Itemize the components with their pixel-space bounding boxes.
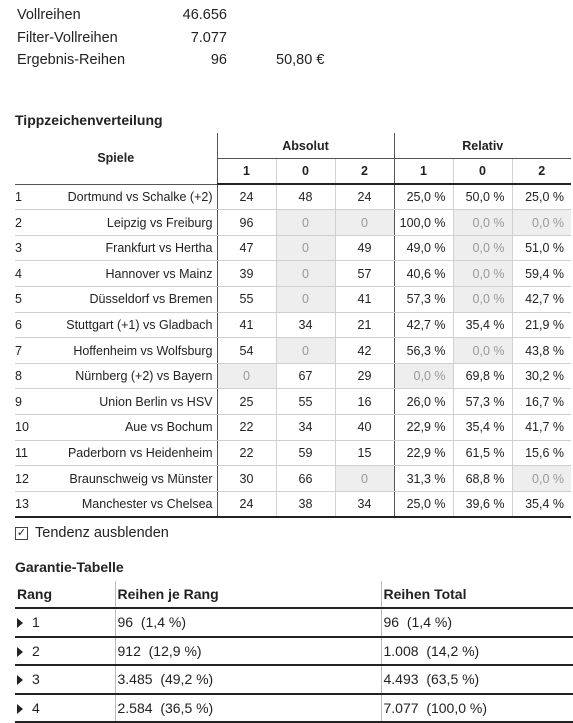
game-number: 12: [15, 466, 31, 492]
table-row: [15, 261, 571, 287]
tippzeichen-title: Tippzeichenverteilung: [15, 112, 163, 128]
col-relativ-header: Relativ: [394, 133, 571, 159]
rang-value: 2: [32, 642, 40, 659]
tendenz-checkbox[interactable]: ✓: [16, 526, 27, 539]
absolut-cell: 0: [276, 210, 335, 236]
relativ-cell: 43,8 %: [512, 338, 571, 364]
summary-value: 46.656: [182, 7, 227, 23]
absolut-cell: 34: [335, 491, 394, 517]
relativ-cell: 35,4 %: [453, 415, 512, 441]
game-number: 10: [15, 415, 31, 441]
relativ-cell: 0,0 %: [453, 338, 512, 364]
expand-triangle-icon[interactable]: [17, 618, 23, 628]
summary-row-vollreihen: [0, 6, 573, 29]
game-number: 4: [15, 261, 31, 287]
relativ-cell: 0,0 %: [453, 287, 512, 313]
table-row: [15, 466, 571, 492]
summary-value: 96: [210, 52, 227, 68]
absolut-cell: 0: [276, 287, 335, 313]
game-name: Braunschweig vs Münster: [31, 466, 217, 492]
col-rang-header: Rang: [15, 581, 115, 608]
absolut-cell: 55: [217, 287, 276, 313]
reihen-total-cell: 7.077 (100,0 %): [381, 694, 573, 723]
game-name: Düsseldorf vs Bremen: [31, 287, 217, 313]
relativ-cell: 61,5 %: [453, 440, 512, 466]
summary-amount: 50,80 €: [276, 52, 325, 68]
rang-cell[interactable]: [15, 637, 115, 666]
relativ-cell: 100,0 %: [394, 210, 453, 236]
table-header-row: [15, 133, 571, 159]
table-row: [15, 440, 571, 466]
table-row[interactable]: [15, 694, 573, 723]
game-name: Paderborn vs Heidenheim: [31, 440, 217, 466]
relativ-cell: 22,9 %: [394, 440, 453, 466]
absolut-cell: 22: [217, 440, 276, 466]
game-name: Frankfurt vs Hertha: [31, 235, 217, 261]
relativ-cell: 51,0 %: [512, 235, 571, 261]
absolut-cell: 0: [276, 261, 335, 287]
game-name: Nürnberg (+2) vs Bayern: [31, 363, 217, 389]
game-number: 7: [15, 338, 31, 364]
game-name: Aue vs Bochum: [31, 415, 217, 441]
absolut-cell: 21: [335, 312, 394, 338]
absolut-cell: 55: [276, 389, 335, 415]
table-row: [15, 389, 571, 415]
game-number: 8: [15, 363, 31, 389]
sub-col-0: 0: [453, 159, 512, 185]
game-number: 6: [15, 312, 31, 338]
relativ-cell: 39,6 %: [453, 491, 512, 517]
col-absolut-header: Absolut: [217, 133, 394, 159]
absolut-cell: 39: [217, 261, 276, 287]
game-number: 1: [15, 184, 31, 210]
table-row: [15, 210, 571, 236]
absolut-cell: 41: [335, 287, 394, 313]
relativ-cell: 0,0 %: [394, 363, 453, 389]
absolut-cell: 41: [217, 312, 276, 338]
relativ-cell: 0,0 %: [512, 210, 571, 236]
absolut-cell: 40: [335, 415, 394, 441]
rang-cell[interactable]: [15, 665, 115, 694]
rang-value: 3: [32, 671, 40, 688]
absolut-cell: 0: [276, 338, 335, 364]
absolut-cell: 57: [335, 261, 394, 287]
tendenz-label: Tendenz ausblenden: [35, 525, 169, 541]
absolut-cell: 24: [335, 184, 394, 210]
summary-row-filter-vollreihen: [0, 29, 573, 52]
col-reihen-total-header: Reihen Total: [381, 581, 573, 608]
game-number: 13: [15, 491, 31, 517]
absolut-cell: 49: [335, 235, 394, 261]
relativ-cell: 41,7 %: [512, 415, 571, 441]
absolut-cell: 29: [335, 363, 394, 389]
game-name: Hoffenheim vs Wolfsburg: [31, 338, 217, 364]
absolut-cell: 34: [276, 312, 335, 338]
relativ-cell: 50,0 %: [453, 184, 512, 210]
relativ-cell: 35,4 %: [512, 491, 571, 517]
absolut-cell: 59: [276, 440, 335, 466]
summary-label: Vollreihen: [17, 7, 81, 23]
relativ-cell: 31,3 %: [394, 466, 453, 492]
absolut-cell: 16: [335, 389, 394, 415]
relativ-cell: 0,0 %: [512, 466, 571, 492]
rang-cell[interactable]: [15, 608, 115, 637]
relativ-cell: 25,0 %: [394, 491, 453, 517]
table-row: [15, 363, 571, 389]
relativ-cell: 25,0 %: [394, 184, 453, 210]
absolut-cell: 34: [276, 415, 335, 441]
garantie-title: Garantie-Tabelle: [15, 559, 124, 575]
relativ-cell: 15,6 %: [512, 440, 571, 466]
relativ-cell: 30,2 %: [512, 363, 571, 389]
relativ-cell: 26,0 %: [394, 389, 453, 415]
table-row: [15, 491, 571, 517]
absolut-cell: 38: [276, 491, 335, 517]
absolut-cell: 0: [276, 235, 335, 261]
reihen-je-rang-cell: 96 (1,4 %): [115, 608, 381, 637]
absolut-cell: 0: [335, 466, 394, 492]
rang-cell[interactable]: [15, 694, 115, 723]
absolut-cell: 22: [217, 415, 276, 441]
relativ-cell: 35,4 %: [453, 312, 512, 338]
tippzeichen-table: [15, 133, 571, 518]
absolut-cell: 24: [217, 491, 276, 517]
expand-triangle-icon[interactable]: [17, 647, 23, 657]
relativ-cell: 69,8 %: [453, 363, 512, 389]
relativ-cell: 68,8 %: [453, 466, 512, 492]
relativ-cell: 22,9 %: [394, 415, 453, 441]
game-number: 5: [15, 287, 31, 313]
summary-row-ergebnis-reihen: [0, 51, 573, 74]
absolut-cell: 15: [335, 440, 394, 466]
reihen-je-rang-cell: 912 (12,9 %): [115, 637, 381, 666]
rang-value: 4: [32, 699, 40, 716]
absolut-cell: 42: [335, 338, 394, 364]
sub-col-2: 2: [335, 159, 394, 185]
relativ-cell: 42,7 %: [512, 287, 571, 313]
game-name: Leipzig vs Freiburg: [31, 210, 217, 236]
relativ-cell: 40,6 %: [394, 261, 453, 287]
table-row: [15, 235, 571, 261]
sub-col-1: 1: [217, 159, 276, 185]
absolut-cell: 54: [217, 338, 276, 364]
col-spiele-header: Spiele: [15, 133, 217, 184]
absolut-cell: 0: [217, 363, 276, 389]
table-row[interactable]: [15, 637, 573, 666]
absolut-cell: 96: [217, 210, 276, 236]
relativ-cell: 42,7 %: [394, 312, 453, 338]
garantie-table: [15, 581, 573, 723]
game-name: Manchester vs Chelsea: [31, 491, 217, 517]
absolut-cell: 30: [217, 466, 276, 492]
table-row: [15, 338, 571, 364]
sub-col-2: 2: [512, 159, 571, 185]
table-row: [15, 415, 571, 441]
sub-col-1: 1: [394, 159, 453, 185]
absolut-cell: 48: [276, 184, 335, 210]
col-reihen-je-rang-header: Reihen je Rang: [115, 581, 381, 608]
rang-value: 1: [32, 614, 40, 631]
reihen-je-rang-cell: 3.485 (49,2 %): [115, 665, 381, 694]
game-name: Stuttgart (+1) vs Gladbach: [31, 312, 217, 338]
absolut-cell: 0: [335, 210, 394, 236]
relativ-cell: 57,3 %: [394, 287, 453, 313]
table-header-row: [15, 581, 573, 608]
reihen-total-cell: 1.008 (14,2 %): [381, 637, 573, 666]
expand-triangle-icon[interactable]: [17, 675, 23, 685]
game-number: 11: [15, 440, 31, 466]
relativ-cell: 16,7 %: [512, 389, 571, 415]
relativ-cell: 21,9 %: [512, 312, 571, 338]
summary-value: 7.077: [190, 29, 227, 46]
game-number: 2: [15, 210, 31, 236]
relativ-cell: 57,3 %: [453, 389, 512, 415]
relativ-cell: 0,0 %: [453, 210, 512, 236]
relativ-cell: 49,0 %: [394, 235, 453, 261]
relativ-cell: 56,3 %: [394, 338, 453, 364]
table-row[interactable]: [15, 665, 573, 694]
reihen-total-cell: 4.493 (63,5 %): [381, 665, 573, 694]
relativ-cell: 0,0 %: [453, 261, 512, 287]
summary-block: [0, 6, 573, 74]
game-number: 3: [15, 235, 31, 261]
absolut-cell: 67: [276, 363, 335, 389]
reihen-total-cell: 96 (1,4 %): [381, 608, 573, 637]
expand-triangle-icon[interactable]: [17, 704, 23, 714]
absolut-cell: 66: [276, 466, 335, 492]
summary-label: Ergebnis-Reihen: [17, 52, 126, 68]
summary-label: Filter-Vollreihen: [17, 29, 118, 46]
table-row: [15, 184, 571, 210]
relativ-cell: 0,0 %: [453, 235, 512, 261]
relativ-cell: 59,4 %: [512, 261, 571, 287]
tendenz-toggle[interactable]: [15, 525, 169, 541]
sub-col-0: 0: [276, 159, 335, 185]
absolut-cell: 25: [217, 389, 276, 415]
game-number: 9: [15, 389, 31, 415]
absolut-cell: 24: [217, 184, 276, 210]
table-row: [15, 287, 571, 313]
game-name: Hannover vs Mainz: [31, 261, 217, 287]
table-row[interactable]: [15, 608, 573, 637]
game-name: Union Berlin vs HSV: [31, 389, 217, 415]
reihen-je-rang-cell: 2.584 (36,5 %): [115, 694, 381, 723]
absolut-cell: 47: [217, 235, 276, 261]
table-row: [15, 312, 571, 338]
game-name: Dortmund vs Schalke (+2): [31, 184, 217, 210]
relativ-cell: 25,0 %: [512, 184, 571, 210]
